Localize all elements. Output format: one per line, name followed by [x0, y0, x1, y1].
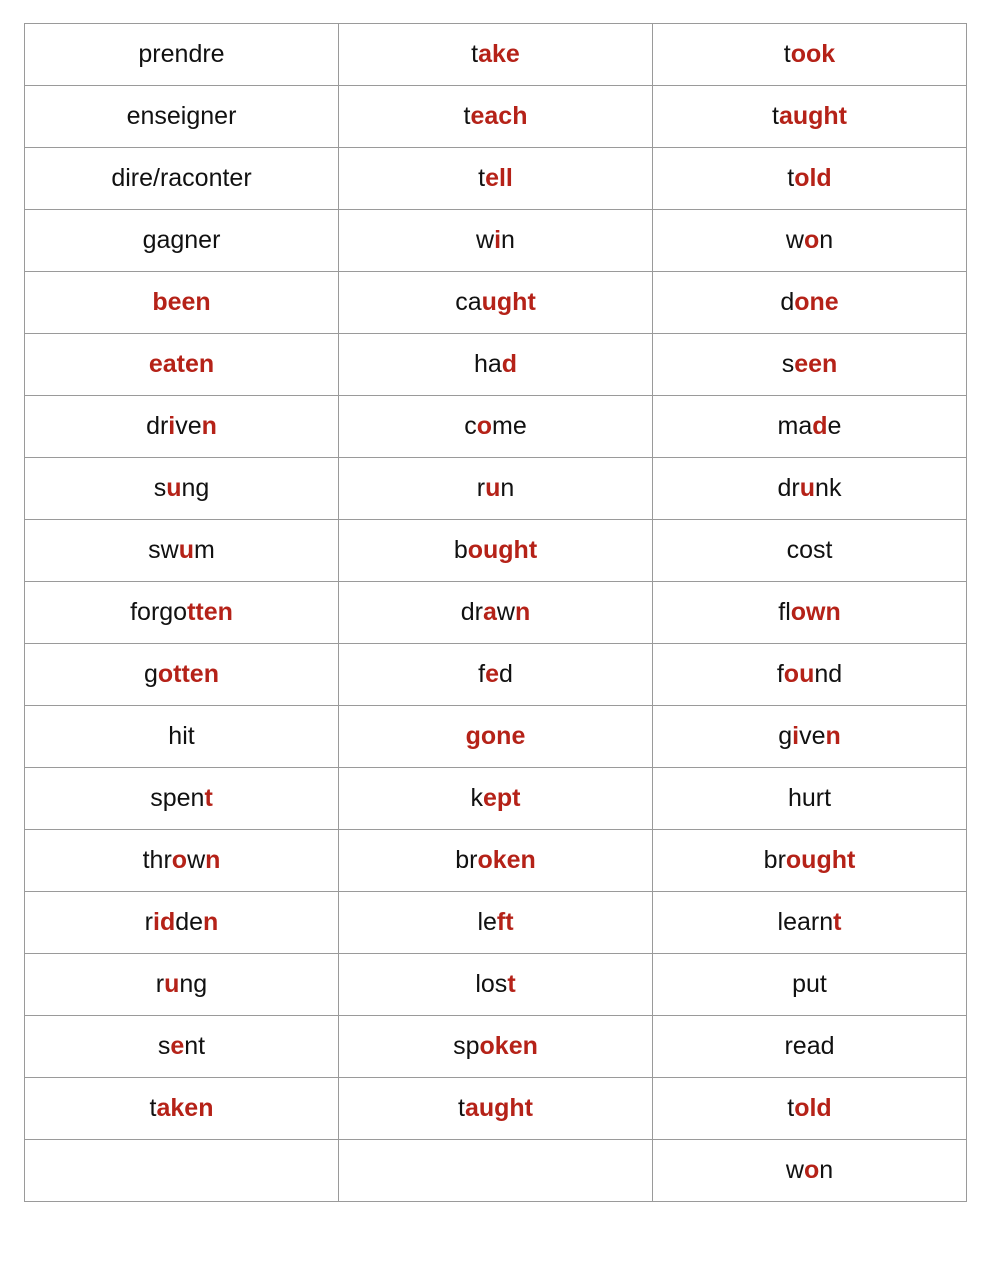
- table-cell: [339, 768, 653, 830]
- table-cell: [339, 1140, 653, 1202]
- text-segment: br: [455, 846, 478, 874]
- table-cell: [339, 86, 653, 148]
- text-segment: n: [501, 226, 515, 254]
- table-cell: [339, 1078, 653, 1140]
- table-cell: [25, 830, 339, 892]
- text-segment: f: [478, 660, 486, 688]
- table-cell: [653, 768, 967, 830]
- table-row: [25, 334, 967, 396]
- text-segment: w: [785, 1156, 804, 1184]
- table-cell: [25, 396, 339, 458]
- text-segment: c: [464, 412, 477, 440]
- table-cell: [653, 272, 967, 334]
- text-segment: w: [496, 598, 515, 626]
- table-cell: [339, 210, 653, 272]
- table-cell: [339, 148, 653, 210]
- highlighted-segment: ft: [496, 908, 514, 936]
- text-segment: ve: [175, 412, 202, 440]
- highlighted-segment: ept: [483, 784, 521, 812]
- verb-table-body: [25, 24, 967, 1202]
- highlighted-segment: ought: [467, 536, 538, 564]
- table-row: [25, 148, 967, 210]
- highlighted-segment: ught: [481, 288, 536, 316]
- highlighted-segment: u: [166, 474, 182, 502]
- highlighted-segment: n: [203, 908, 219, 936]
- highlighted-segment: oken: [477, 846, 536, 874]
- highlighted-segment: gone: [465, 722, 526, 750]
- highlighted-segment: a: [482, 598, 497, 626]
- text-segment: dr: [777, 474, 800, 502]
- text-segment: t: [772, 102, 779, 130]
- table-cell: [25, 210, 339, 272]
- highlighted-segment: aught: [464, 1094, 533, 1122]
- text-segment: t: [478, 164, 486, 192]
- text-segment: dr: [146, 412, 169, 440]
- text-segment: cost: [786, 536, 833, 564]
- highlighted-segment: u: [799, 474, 816, 502]
- table-row: [25, 86, 967, 148]
- highlighted-segment: d: [812, 412, 828, 440]
- highlighted-segment: ook: [790, 40, 836, 68]
- text-segment: spen: [150, 784, 205, 812]
- table-row: [25, 706, 967, 768]
- table-cell: [25, 954, 339, 1016]
- table-cell: [25, 1140, 339, 1202]
- highlighted-segment: one: [794, 288, 839, 316]
- text-segment: t: [471, 40, 479, 68]
- text-segment: ng: [181, 474, 210, 502]
- table-cell: [25, 520, 339, 582]
- highlighted-segment: n: [205, 846, 221, 874]
- text-segment: nd: [814, 660, 843, 688]
- text-segment: enseigner: [126, 102, 237, 130]
- table-cell: [339, 582, 653, 644]
- text-segment: e: [827, 412, 842, 440]
- table-cell: [25, 706, 339, 768]
- highlighted-segment: e: [170, 1032, 185, 1060]
- table-row: [25, 396, 967, 458]
- table-row: [25, 830, 967, 892]
- text-segment: put: [792, 970, 827, 998]
- table-cell: [339, 954, 653, 1016]
- highlighted-segment: ought: [785, 846, 856, 874]
- text-segment: s: [153, 474, 167, 502]
- table-cell: [339, 272, 653, 334]
- table-cell: [339, 1016, 653, 1078]
- highlighted-segment: d: [501, 350, 518, 378]
- text-segment: le: [477, 908, 497, 936]
- table-cell: [25, 1078, 339, 1140]
- table-cell: [653, 334, 967, 396]
- text-segment: prendre: [138, 40, 225, 68]
- table-cell: [339, 706, 653, 768]
- highlighted-segment: aken: [156, 1094, 214, 1122]
- table-cell: [25, 24, 339, 86]
- text-segment: thr: [142, 846, 172, 874]
- table-row: [25, 892, 967, 954]
- table-cell: [25, 334, 339, 396]
- text-segment: m: [194, 536, 215, 564]
- table-cell: [653, 830, 967, 892]
- table-cell: [653, 396, 967, 458]
- highlighted-segment: e: [485, 660, 499, 688]
- table-cell: [653, 148, 967, 210]
- text-segment: r: [155, 970, 165, 998]
- text-segment: nt: [184, 1032, 206, 1060]
- highlighted-segment: n: [201, 412, 217, 440]
- table-cell: [25, 86, 339, 148]
- text-segment: ve: [799, 722, 826, 750]
- table-cell: [653, 1078, 967, 1140]
- highlighted-segment: ake: [478, 40, 520, 68]
- table-cell: [339, 334, 653, 396]
- text-segment: w: [476, 226, 495, 254]
- table-cell: [653, 24, 967, 86]
- text-segment: r: [144, 908, 153, 936]
- highlighted-segment: o: [171, 846, 188, 874]
- table-cell: [653, 210, 967, 272]
- table-row: [25, 1140, 967, 1202]
- highlighted-segment: aught: [778, 102, 847, 130]
- table-cell: [25, 768, 339, 830]
- table-cell: [339, 830, 653, 892]
- text-segment: d: [498, 660, 513, 688]
- table-cell: [339, 24, 653, 86]
- text-segment: w: [187, 846, 206, 874]
- table-row: [25, 954, 967, 1016]
- text-segment: g: [143, 660, 158, 688]
- text-segment: sw: [148, 536, 179, 564]
- table-cell: [339, 644, 653, 706]
- highlighted-segment: i: [792, 722, 800, 750]
- text-segment: read: [784, 1032, 835, 1060]
- text-segment: me: [492, 412, 527, 440]
- table-cell: [25, 458, 339, 520]
- text-segment: t: [458, 1094, 465, 1122]
- table-cell: [653, 520, 967, 582]
- table-cell: [25, 1016, 339, 1078]
- table-cell: [653, 1140, 967, 1202]
- table-cell: [653, 644, 967, 706]
- table-row: [25, 582, 967, 644]
- table-cell: [25, 272, 339, 334]
- table-cell: [339, 892, 653, 954]
- text-segment: dr: [460, 598, 483, 626]
- table-row: [25, 644, 967, 706]
- table-row: [25, 1016, 967, 1078]
- text-segment: s: [157, 1032, 171, 1060]
- table-cell: [25, 892, 339, 954]
- highlighted-segment: been: [152, 288, 211, 316]
- table-cell: [25, 644, 339, 706]
- text-segment: n: [819, 1156, 834, 1184]
- highlighted-segment: o: [476, 412, 493, 440]
- text-segment: los: [475, 970, 508, 998]
- highlighted-segment: n: [825, 722, 841, 750]
- verb-table: [24, 23, 967, 1202]
- table-row: [25, 458, 967, 520]
- text-segment: f: [776, 660, 784, 688]
- text-segment: de: [175, 908, 204, 936]
- text-segment: ng: [179, 970, 208, 998]
- text-segment: t: [463, 102, 471, 130]
- highlighted-segment: eaten: [148, 350, 215, 378]
- text-segment: learn: [777, 908, 834, 936]
- table-row: [25, 520, 967, 582]
- text-segment: sp: [453, 1032, 480, 1060]
- text-segment: nk: [815, 474, 842, 502]
- highlighted-segment: i: [494, 226, 502, 254]
- text-segment: k: [470, 784, 483, 812]
- highlighted-segment: een: [794, 350, 838, 378]
- text-segment: w: [785, 226, 804, 254]
- highlighted-segment: oken: [479, 1032, 538, 1060]
- text-segment: dire/raconter: [111, 164, 252, 192]
- table-cell: [25, 148, 339, 210]
- highlighted-segment: ou: [783, 660, 815, 688]
- text-segment: b: [453, 536, 468, 564]
- text-segment: t: [787, 164, 795, 192]
- highlighted-segment: t: [507, 970, 516, 998]
- text-segment: g: [778, 722, 793, 750]
- text-segment: t: [783, 40, 791, 68]
- text-segment: br: [763, 846, 786, 874]
- highlighted-segment: n: [514, 598, 531, 626]
- text-segment: s: [781, 350, 795, 378]
- text-segment: t: [787, 1094, 795, 1122]
- highlighted-segment: u: [178, 536, 194, 564]
- highlighted-segment: t: [833, 908, 842, 936]
- table-row: [25, 210, 967, 272]
- highlighted-segment: old: [794, 1094, 832, 1122]
- table-cell: [653, 86, 967, 148]
- highlighted-segment: o: [803, 226, 820, 254]
- table-cell: [653, 1016, 967, 1078]
- table-cell: [339, 520, 653, 582]
- text-segment: ma: [777, 412, 813, 440]
- table-cell: [339, 396, 653, 458]
- table-cell: [653, 706, 967, 768]
- text-segment: ca: [455, 288, 482, 316]
- highlighted-segment: u: [485, 474, 501, 502]
- highlighted-segment: o: [803, 1156, 820, 1184]
- table-row: [25, 768, 967, 830]
- highlighted-segment: u: [164, 970, 180, 998]
- text-segment: r: [476, 474, 486, 502]
- text-segment: ha: [473, 350, 502, 378]
- text-segment: d: [780, 288, 795, 316]
- highlighted-segment: tten: [187, 598, 233, 626]
- text-segment: t: [149, 1094, 157, 1122]
- highlighted-segment: ell: [485, 164, 513, 192]
- table-cell: [653, 954, 967, 1016]
- table-row: [25, 24, 967, 86]
- highlighted-segment: t: [204, 784, 213, 812]
- highlighted-segment: otten: [157, 660, 219, 688]
- table-cell: [653, 458, 967, 520]
- highlighted-segment: own: [790, 598, 841, 626]
- text-segment: hurt: [787, 784, 832, 812]
- table-cell: [653, 582, 967, 644]
- highlighted-segment: id: [153, 908, 176, 936]
- text-segment: forgo: [130, 598, 188, 626]
- table-row: [25, 1078, 967, 1140]
- highlighted-segment: i: [168, 412, 176, 440]
- text-segment: gagner: [142, 226, 221, 254]
- table-row: [25, 272, 967, 334]
- table-cell: [339, 458, 653, 520]
- table-cell: [25, 582, 339, 644]
- highlighted-segment: each: [470, 102, 528, 130]
- text-segment: hit: [168, 722, 195, 750]
- text-segment: n: [819, 226, 834, 254]
- table-cell: [653, 892, 967, 954]
- text-segment: fl: [778, 598, 791, 626]
- text-segment: n: [500, 474, 515, 502]
- highlighted-segment: old: [794, 164, 832, 192]
